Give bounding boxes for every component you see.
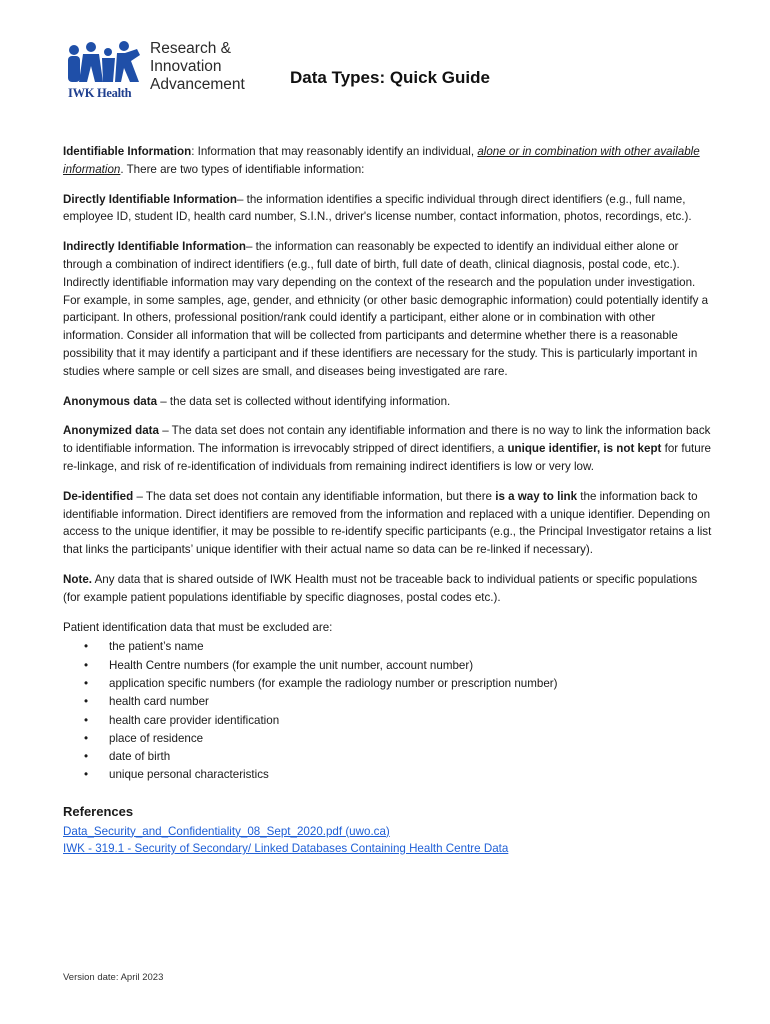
bullet-icon: • bbox=[84, 750, 89, 764]
references-heading: References bbox=[63, 803, 134, 819]
document-body bbox=[63, 143, 713, 858]
bullet-icon: • bbox=[84, 713, 89, 727]
paragraph-identifiable: Identifiable Information: Information that may reasonably identify an individual, alone or in combination with other available information. There are two types of identifiable information: bbox=[63, 145, 700, 176]
bullet-icon: • bbox=[84, 676, 89, 690]
logo-text: Research & Innovation Advancement bbox=[150, 40, 245, 93]
bullet-icon: • bbox=[84, 658, 89, 672]
list-item: • place of residence bbox=[63, 730, 713, 748]
version-date: Version date: April 2023 bbox=[63, 972, 164, 983]
reference-link-iwk-policy[interactable]: IWK - 319.1 - Security of Secondary/ Linked Databases Containing Health Centre Data bbox=[63, 842, 509, 855]
exclusion-list bbox=[63, 638, 713, 784]
paragraph-exclusions: Patient identification data that must be excluded are: bbox=[63, 620, 333, 634]
reference-link-uwo[interactable]: Data_Security_and_Confidentiality_08_Sept_2020.pdf (uwo.ca) bbox=[63, 824, 390, 838]
list-item: • date of birth bbox=[63, 748, 713, 766]
iwk-figures-icon bbox=[64, 40, 144, 86]
paragraph-deidentified: De-identified – The data set does not contain any identifiable information, but there is a way to link the information back to identifiable information. Direct identifiers are removed from the information and replaced with a unique identifier. Depending on access to the unique identifier, it may be possible to re-identify specific participants (e.g., the Principal Investigator retains a list that links the participants’ unique identifier with their actual name so data can be re-linked if necessary). bbox=[63, 489, 712, 557]
list-item: • unique personal characteristics bbox=[63, 766, 713, 784]
page-title: Data Types: Quick Guide bbox=[290, 68, 490, 87]
list-item: • the patient’s name bbox=[63, 638, 713, 656]
iwk-health-wordmark: IWK Health bbox=[68, 86, 132, 100]
paragraph-anonymous: Anonymous data – the data set is collected without identifying information. bbox=[63, 394, 451, 408]
list-item: • health card number bbox=[63, 693, 713, 711]
paragraph-anonymized: Anonymized data – The data set does not contain any identifiable information and there is no way to link the information back to identifiable information. The information is irrevocably stripped of direct identifiers, a unique identifier, is not kept for future re-linkage, and risk of re-identification of individuals from remaining indirect identifiers is low or very low. bbox=[63, 424, 712, 473]
bullet-icon: • bbox=[84, 731, 89, 745]
bullet-icon: • bbox=[84, 768, 89, 782]
bullet-icon: • bbox=[84, 695, 89, 709]
paragraph-indirect: Indirectly Identifiable Information– the information can reasonably be expected to identify an individual either alone or through a combination of indirect identifiers (e.g., full date of birth, full date of death, clinical diagnosis, postal code, etc.). Indirectly identifiable information may vary depending on the context of the research and the population under investigation. For example, in some samples, age, gender, and ethnicity (or other basic demographic information) could potentially identify a participant. In others, professional position/rank could identify a participant, either alone or in combination with other information. Consider all information that will be collected from participants and determine whether there is a reasonable possibility that it may identify a participant and if these identifiers are necessary for the study. This is particularly important in studies where sample or cell sizes are small, and diseases being investigated are rare. bbox=[63, 240, 709, 378]
iwk-logo bbox=[64, 40, 264, 100]
paragraph-note: Note. Any data that is shared outside of IWK Health must not be traceable back to individual patients or specific populations (for example patient populations identifiable by specific diagnoses, postal codes etc.). bbox=[63, 572, 698, 604]
bullet-icon: • bbox=[84, 640, 89, 654]
list-item: • application specific numbers (for example the radiology number or prescription number) bbox=[63, 675, 713, 693]
list-item: • Health Centre numbers (for example the unit number, account number) bbox=[63, 657, 713, 675]
list-item: • health care provider identification bbox=[63, 712, 713, 730]
paragraph-direct: Directly Identifiable Information– the information identifies a specific individual through direct identifiers (e.g., full name, employee ID, student ID, health card number, S.I.N., driver's license number, contact information, photos, recordings, etc.). bbox=[63, 192, 692, 224]
